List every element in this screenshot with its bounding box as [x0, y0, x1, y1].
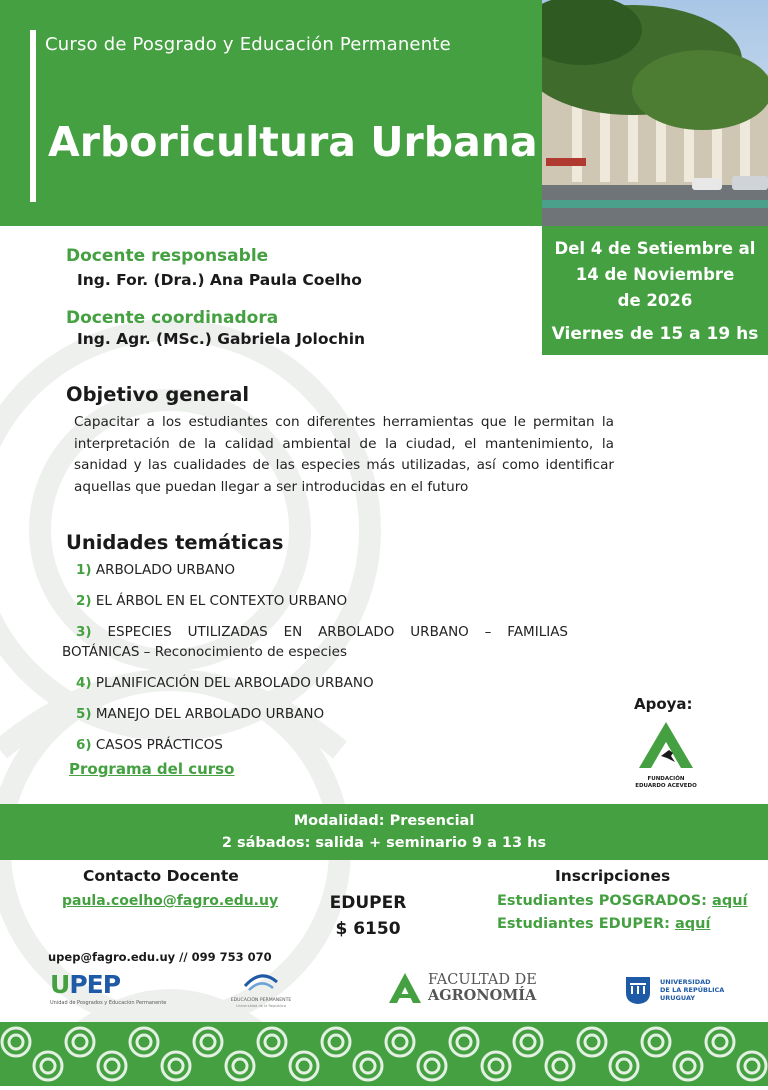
schedule-box: [542, 226, 768, 355]
date-line-2: 14 de Noviembre: [575, 265, 735, 284]
unit-item: 6) CASOS PRÁCTICOS: [76, 737, 223, 753]
udelar-crest-icon: [624, 975, 652, 1005]
fundacion-a-icon: [635, 720, 697, 772]
program-link[interactable]: Programa del curso: [69, 760, 235, 778]
units-list: [62, 560, 568, 766]
footer-pattern: [0, 1022, 768, 1086]
date-line-3: de 2026: [617, 291, 693, 310]
fagro-a-icon: [388, 972, 422, 1004]
eduper-logo: [224, 972, 298, 1009]
inscription-posgrado: Estudiantes POSGRADOS: aquí: [497, 893, 748, 909]
fagro-line-1: FACULTAD DE: [428, 972, 537, 988]
contact-heading: Contacto Docente: [83, 867, 239, 885]
coordinator-name: Ing. Agr. (MSc.) Gabriela Jolochin: [77, 330, 366, 348]
modality-line-1: Modalidad: Presencial: [293, 813, 475, 829]
course-title: Arboricultura Urbana: [48, 118, 538, 166]
contact-email-link[interactable]: paula.coelho@fagro.edu.uy: [62, 893, 279, 909]
inscriptions-heading: Inscripciones: [555, 867, 671, 885]
posgrado-link[interactable]: aquí: [712, 893, 748, 909]
responsible-label: Docente responsable: [66, 246, 269, 266]
support-label: Apoya:: [634, 695, 693, 713]
modality-band: [0, 804, 768, 860]
objective-text: Capacitar a los estudiantes con diferentes herramientas que le permitan la interpretación de la calidad ambiental de la ciudad, el mantenimiento, la sanidad y las cualidades de las especies más utilizadas, así como identificar aquellas que puedan llegar a ser introducidas en el futuro: [74, 414, 614, 495]
unit-item: 1) ARBOLADO URBANO: [76, 562, 236, 578]
coordinator-label: Docente coordinadora: [66, 308, 279, 328]
upep-logo-sub: Unidad de Posgrados y Educación Permanente: [50, 1000, 167, 1006]
unit-item: 2) EL ÁRBOL EN EL CONTEXTO URBANO: [76, 593, 348, 609]
udelar-logo: [624, 975, 724, 1005]
udelar-line-2: DE LA REPÚBLICA: [660, 986, 725, 994]
eduper-swirl-icon: [241, 972, 281, 994]
fundacion-line-2: EDUARDO ACEVEDO: [635, 783, 697, 789]
course-kicker: Curso de Posgrado y Educación Permanente: [45, 34, 451, 55]
objective-heading: Objetivo general: [66, 383, 250, 406]
upep-contact: upep@fagro.edu.uy // 099 753 070: [48, 950, 272, 964]
fundacion-line-1: FUNDACIÓN: [647, 776, 685, 782]
udelar-line-1: UNIVERSIDAD: [660, 978, 711, 986]
udelar-line-3: URUGUAY: [660, 994, 696, 1002]
responsible-name: Ing. For. (Dra.) Ana Paula Coelho: [77, 271, 362, 289]
eduper-logo-text: EDUCACIÓN PERMANENTE: [230, 998, 292, 1003]
units-heading: Unidades temáticas: [66, 531, 284, 554]
price-block: [326, 890, 410, 942]
unit-item: 5) MANEJO DEL ARBOLADO URBANO: [76, 706, 325, 722]
upep-logo: UPEP Unidad de Posgrados y Educación Permanente: [50, 970, 167, 1006]
price-label: EDUPER: [329, 893, 407, 913]
price-amount: $ 6150: [335, 919, 401, 939]
unit-item: 3) ESPECIES UTILIZADAS EN ARBOLADO URBANO – FAMILIAS BOTÁNICAS – Reconocimiento de especies: [62, 624, 568, 660]
fagro-logo: [388, 972, 537, 1004]
date-line-1: Del 4 de Setiembre al: [554, 239, 756, 258]
modality-line-2: 2 sábados: salida + seminario 9 a 13 hs: [221, 835, 547, 851]
building-photo: [542, 0, 768, 226]
fagro-line-2: AGRONOMÍA: [428, 987, 537, 1004]
eduper-link[interactable]: aquí: [674, 916, 711, 932]
upep-logo-text: PEP: [69, 970, 121, 999]
schedule-hours: Viernes de 15 a 19 hs: [551, 324, 759, 344]
eduper-logo-sub: Universidad de la República: [235, 1004, 287, 1008]
header-accent-bar: [30, 30, 36, 202]
unit-item: 4) PLANIFICACIÓN DEL ARBOLADO URBANO: [76, 675, 374, 691]
inscription-eduper: Estudiantes EDUPER: aquí: [497, 916, 711, 932]
fundacion-logo: [635, 720, 697, 790]
